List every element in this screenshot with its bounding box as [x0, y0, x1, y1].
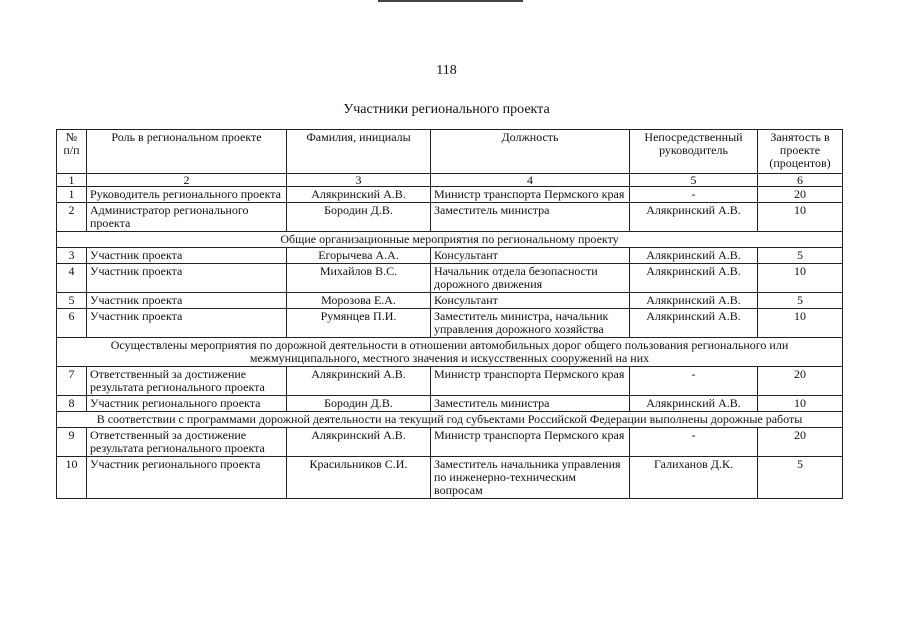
header-position: Должность — [431, 130, 630, 174]
position-cell: Министр транспорта Пермского края — [431, 367, 630, 396]
section-row — [57, 338, 843, 367]
supervisor-cell: Галиханов Д.К. — [630, 457, 758, 499]
role-cell: Руководитель регионального проекта — [87, 187, 287, 203]
table-row — [57, 248, 843, 264]
page-number: 118 — [436, 63, 457, 78]
name-cell: Алякринский А.В. — [287, 187, 431, 203]
name-cell: Алякринский А.В. — [287, 367, 431, 396]
table-header-row — [57, 130, 843, 174]
document-title: Участники регионального проекта — [343, 102, 550, 117]
column-number: 6 — [758, 174, 843, 187]
load-cell: 20 — [758, 187, 843, 203]
role-cell: Участник проекта — [87, 309, 287, 338]
table-row — [57, 293, 843, 309]
load-cell: 20 — [758, 428, 843, 457]
load-cell: 5 — [758, 293, 843, 309]
supervisor-cell: Алякринский А.В. — [630, 203, 758, 232]
supervisor-cell: Алякринский А.В. — [630, 248, 758, 264]
role-cell: Участник регионального проекта — [87, 396, 287, 412]
column-number-row — [57, 174, 843, 187]
position-cell: Заместитель министра — [431, 396, 630, 412]
row-number: 8 — [57, 396, 87, 412]
header-number: № п/п — [57, 130, 87, 174]
position-cell: Консультант — [431, 248, 630, 264]
role-cell: Участник проекта — [87, 293, 287, 309]
load-cell: 10 — [758, 203, 843, 232]
supervisor-cell: - — [630, 187, 758, 203]
name-cell: Бородин Д.В. — [287, 396, 431, 412]
supervisor-cell: Алякринский А.В. — [630, 293, 758, 309]
section-heading: Общие организационные мероприятия по региональному проекту — [57, 232, 843, 248]
column-number: 3 — [287, 174, 431, 187]
load-cell: 20 — [758, 367, 843, 396]
table-row — [57, 367, 843, 396]
column-number: 2 — [87, 174, 287, 187]
supervisor-cell: - — [630, 428, 758, 457]
load-cell: 5 — [758, 248, 843, 264]
table-row — [57, 309, 843, 338]
load-cell: 10 — [758, 309, 843, 338]
position-cell: Консультант — [431, 293, 630, 309]
role-cell: Администратор регионального проекта — [87, 203, 287, 232]
name-cell: Бородин Д.В. — [287, 203, 431, 232]
role-cell: Ответственный за достижение результата регионального проекта — [87, 367, 287, 396]
position-cell: Начальник отдела безопасности дорожного движения — [431, 264, 630, 293]
position-cell: Заместитель начальника управления по инженерно-техническим вопросам — [431, 457, 630, 499]
row-number: 7 — [57, 367, 87, 396]
header-role: Роль в региональном проекте — [87, 130, 287, 174]
participants-table — [56, 129, 843, 499]
position-cell: Министр транспорта Пермского края — [431, 187, 630, 203]
supervisor-cell: Алякринский А.В. — [630, 396, 758, 412]
row-number: 4 — [57, 264, 87, 293]
table-row — [57, 203, 843, 232]
name-cell: Егорычева А.А. — [287, 248, 431, 264]
supervisor-cell: - — [630, 367, 758, 396]
section-row — [57, 232, 843, 248]
header-supervisor: Непосредственный руководитель — [630, 130, 758, 174]
header-load: Занятость в проекте (процентов) — [758, 130, 843, 174]
role-cell: Участник регионального проекта — [87, 457, 287, 499]
load-cell: 10 — [758, 396, 843, 412]
name-cell: Алякринский А.В. — [287, 428, 431, 457]
load-cell: 5 — [758, 457, 843, 499]
supervisor-cell: Алякринский А.В. — [630, 264, 758, 293]
row-number: 3 — [57, 248, 87, 264]
column-number: 5 — [630, 174, 758, 187]
table-row — [57, 264, 843, 293]
role-cell: Участник проекта — [87, 248, 287, 264]
table-row — [57, 396, 843, 412]
name-cell: Морозова Е.А. — [287, 293, 431, 309]
table-row — [57, 428, 843, 457]
section-heading: Осуществлены мероприятия по дорожной деятельности в отношении автомобильных дорог общего пользования регионального или межмуниципального, местного значения и искусственных сооружений на них — [57, 338, 843, 367]
table-row — [57, 457, 843, 499]
row-number: 5 — [57, 293, 87, 309]
row-number: 9 — [57, 428, 87, 457]
header-name: Фамилия, инициалы — [287, 130, 431, 174]
role-cell: Участник проекта — [87, 264, 287, 293]
load-cell: 10 — [758, 264, 843, 293]
column-number: 1 — [57, 174, 87, 187]
top-rule — [378, 0, 523, 2]
row-number: 10 — [57, 457, 87, 499]
position-cell: Министр транспорта Пермского края — [431, 428, 630, 457]
name-cell: Красильников С.И. — [287, 457, 431, 499]
section-row — [57, 412, 843, 428]
position-cell: Заместитель министра — [431, 203, 630, 232]
row-number: 1 — [57, 187, 87, 203]
table-row — [57, 187, 843, 203]
role-cell: Ответственный за достижение результата регионального проекта — [87, 428, 287, 457]
position-cell: Заместитель министра, начальник управления дорожного хозяйства — [431, 309, 630, 338]
supervisor-cell: Алякринский А.В. — [630, 309, 758, 338]
column-number: 4 — [431, 174, 630, 187]
row-number: 2 — [57, 203, 87, 232]
row-number: 6 — [57, 309, 87, 338]
section-heading: В соответствии с программами дорожной деятельности на текущий год субъектами Российской Федерации выполнены дорожные работы — [57, 412, 843, 428]
name-cell: Румянцев П.И. — [287, 309, 431, 338]
name-cell: Михайлов В.С. — [287, 264, 431, 293]
